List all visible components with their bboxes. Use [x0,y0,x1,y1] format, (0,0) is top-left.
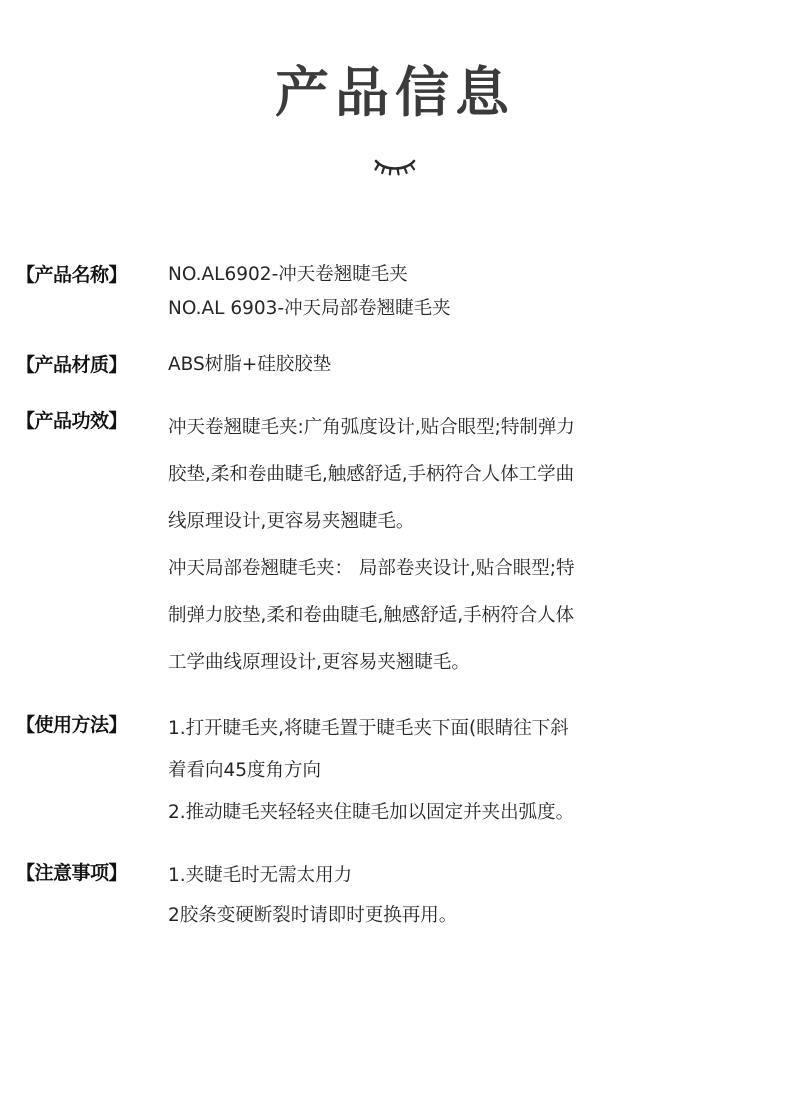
info-line: 2胶条变硬断裂时请即时更换再用。 [168,905,458,926]
info-label-features: 【产品功效】 [16,410,128,432]
info-line: 着看向45度角方向 [168,760,322,781]
info-value-product-name [168,258,772,326]
info-row-features [16,404,772,686]
info-value-usage [168,708,772,834]
info-value-cautions [168,856,772,936]
info-value-material [168,348,772,382]
info-line: 冲天卷翘睫毛夹:广角弧度设计,贴合眼型;特制弹力 [168,417,575,438]
info-row-usage [16,708,772,834]
info-label-usage: 【使用方法】 [16,714,128,736]
info-line: 2.推动睫毛夹轻轻夹住睫毛加以固定并夹出弧度。 [168,802,575,823]
info-line: 1.打开睫毛夹,将睫毛置于睫毛夹下面(眼睛往下斜 [168,718,569,739]
info-row-product-name [16,258,772,326]
info-value-features [168,404,772,686]
info-line: 1.夹睫毛时无需太用力 [168,865,353,886]
info-line: ABS树脂+硅胶胶垫 [168,354,332,375]
page-title: 产品信息 [275,61,515,124]
info-row-cautions [16,856,772,936]
info-label-cautions: 【注意事项】 [16,862,128,884]
page-header [0,0,790,176]
info-label-product-name: 【产品名称】 [16,264,128,286]
info-line: 线原理设计,更容易夹翘睫毛。 [168,511,415,532]
info-line: 工学曲线原理设计,更容易夹翘睫毛。 [168,652,470,673]
info-label-material: 【产品材质】 [16,354,128,376]
info-line: 胶垫,柔和卷曲睫毛,触感舒适,手柄符合人体工学曲 [168,464,575,485]
info-row-material [16,348,772,382]
info-line: 制弹力胶垫,柔和卷曲睫毛,触感舒适,手柄符合人体 [168,605,575,626]
info-line: NO.AL 6903-冲天局部卷翘睫毛夹 [168,298,451,319]
product-info-list [0,258,790,954]
eyelash-icon [372,152,418,176]
info-line: NO.AL6902-冲天卷翘睫毛夹 [168,264,408,285]
info-line: 冲天局部卷翘睫毛夹： 局部卷夹设计,贴合眼型;特 [168,558,575,579]
